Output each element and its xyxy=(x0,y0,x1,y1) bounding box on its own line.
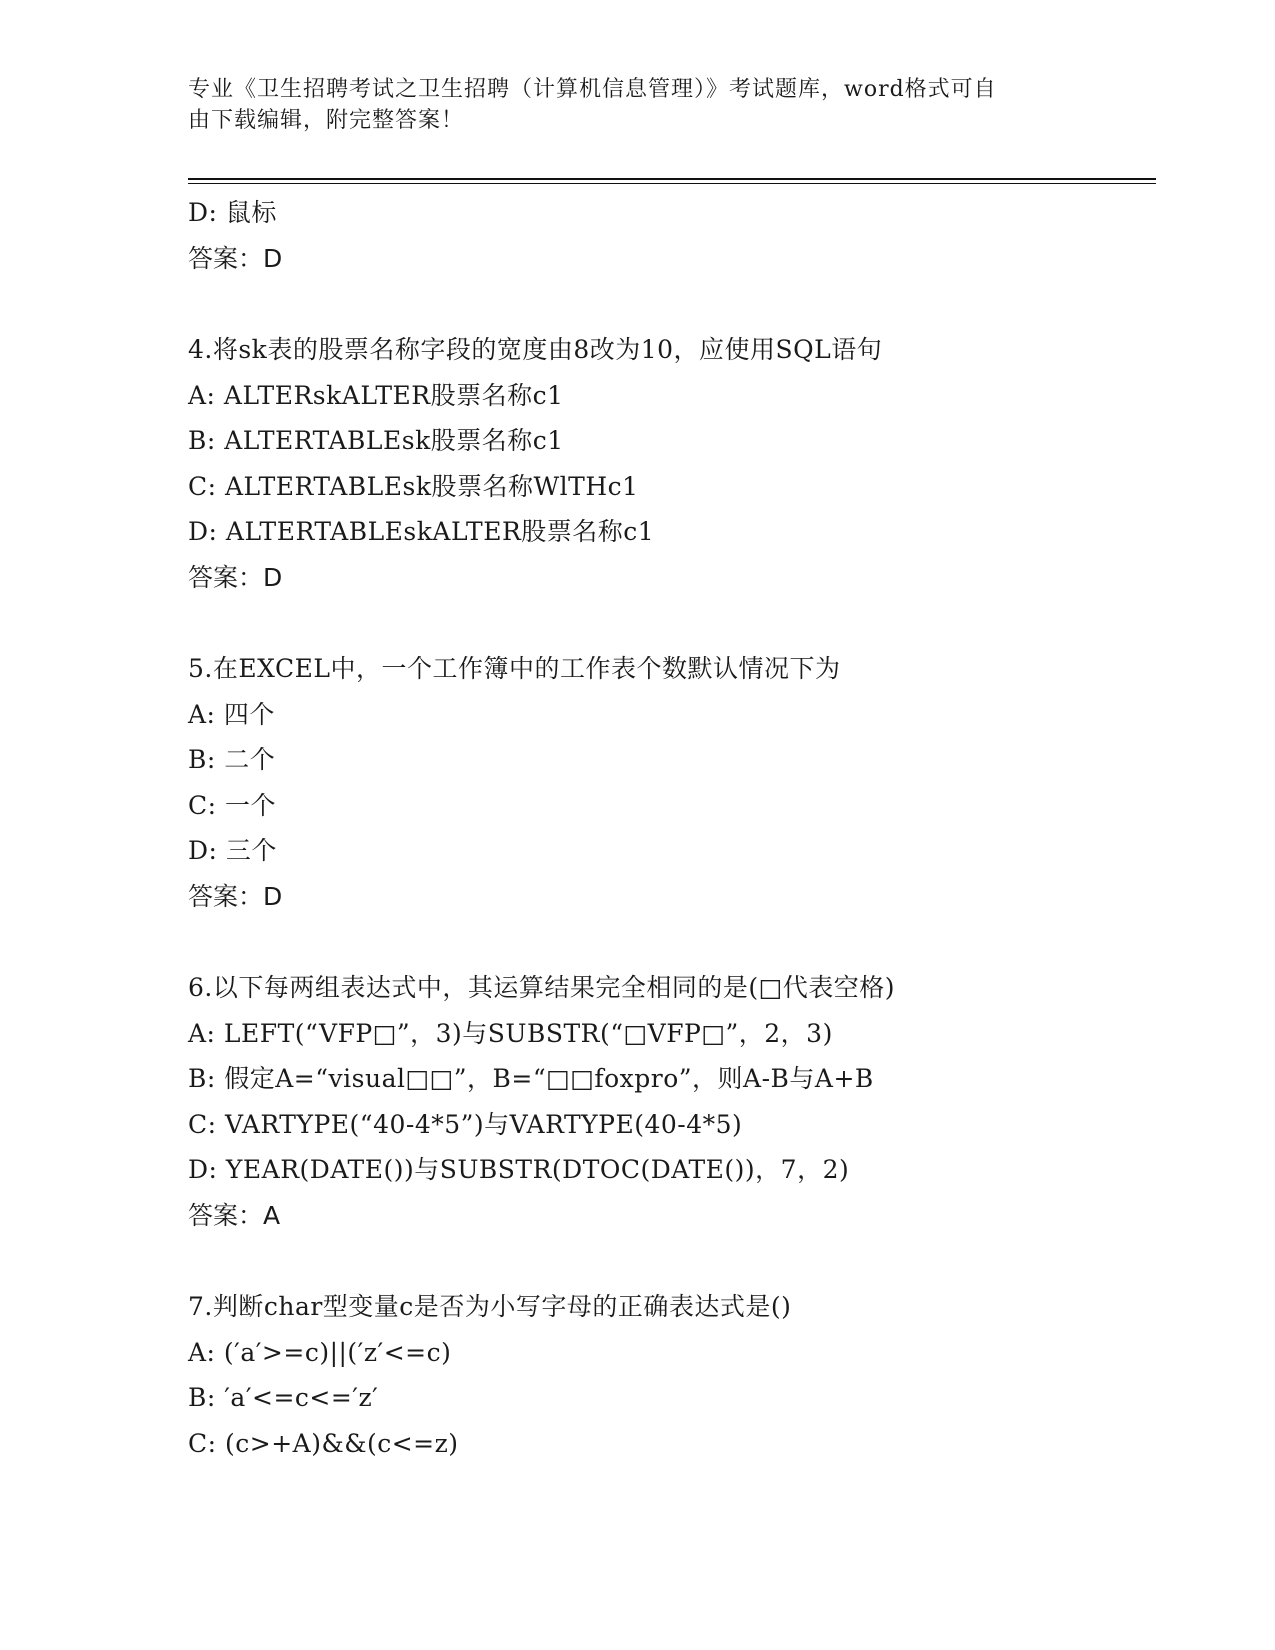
question-4 xyxy=(188,327,1148,600)
answer-line: 答案：D xyxy=(188,243,283,273)
answer-line: 答案：D xyxy=(188,562,283,592)
question-7 xyxy=(188,1284,1148,1466)
option-a: A: 四个 xyxy=(188,699,275,729)
option-d: D: ALTERTABLEskALTER股票名称c1 xyxy=(188,517,655,546)
answer-line: 答案：A xyxy=(188,1200,281,1230)
option-a: A: LEFT(“VFP□”，3)与SUBSTR(“□VFP□”，2，3) xyxy=(188,1018,833,1048)
option-b: B: ′a′<=c<=′z′ xyxy=(188,1383,379,1412)
option-c: C: (c>+A)&&(c<=z) xyxy=(188,1428,459,1458)
header-divider-thin xyxy=(188,183,1156,184)
question-6 xyxy=(188,965,1148,1238)
header-line-2: 由下载编辑，附完整答案！ xyxy=(188,108,465,133)
question-stem: 7.判断char型变量c是否为小写字母的正确表达式是() xyxy=(188,1292,792,1321)
option-b: B: ALTERTABLEsk股票名称c1 xyxy=(188,426,564,455)
question-5 xyxy=(188,646,1148,919)
header-divider-thick xyxy=(188,178,1156,180)
option-c: C: 一个 xyxy=(188,790,276,820)
option-d: D: 鼠标 xyxy=(188,198,277,227)
spacer xyxy=(188,281,1148,327)
answer-line: 答案：D xyxy=(188,881,283,911)
option-a: A: ALTERskALTER股票名称c1 xyxy=(188,380,564,410)
document-header xyxy=(188,74,1088,136)
option-d: D: YEAR(DATE())与SUBSTR(DTOC(DATE())，7，2) xyxy=(188,1155,850,1184)
option-c: C: VARTYPE(“40-4*5”)与VARTYPE(40-4*5) xyxy=(188,1109,743,1139)
header-line-1: 专业《卫生招聘考试之卫生招聘（计算机信息管理）》考试题库，word格式可自 xyxy=(188,77,997,102)
option-b: B: 二个 xyxy=(188,745,276,774)
option-c: C: ALTERTABLEsk股票名称WlTHc1 xyxy=(188,471,639,501)
spacer xyxy=(188,600,1148,646)
option-a: A: (′a′>=c)||(′z′<=c) xyxy=(188,1337,452,1367)
spacer xyxy=(188,919,1148,965)
spacer xyxy=(188,1238,1148,1284)
question-stem: 5.在EXCEL中，一个工作簿中的工作表个数默认情况下为 xyxy=(188,654,841,683)
question-list xyxy=(188,190,1148,1466)
question-fragment-3 xyxy=(188,190,1148,281)
option-b: B: 假定A=“visual□□”，B=“□□foxpro”，则A-B与A+B xyxy=(188,1064,874,1093)
option-d: D: 三个 xyxy=(188,836,277,865)
question-stem: 6.以下每两组表达式中，其运算结果完全相同的是(□代表空格) xyxy=(188,973,895,1002)
question-stem: 4.将sk表的股票名称字段的宽度由8改为10，应使用SQL语句 xyxy=(188,335,883,364)
